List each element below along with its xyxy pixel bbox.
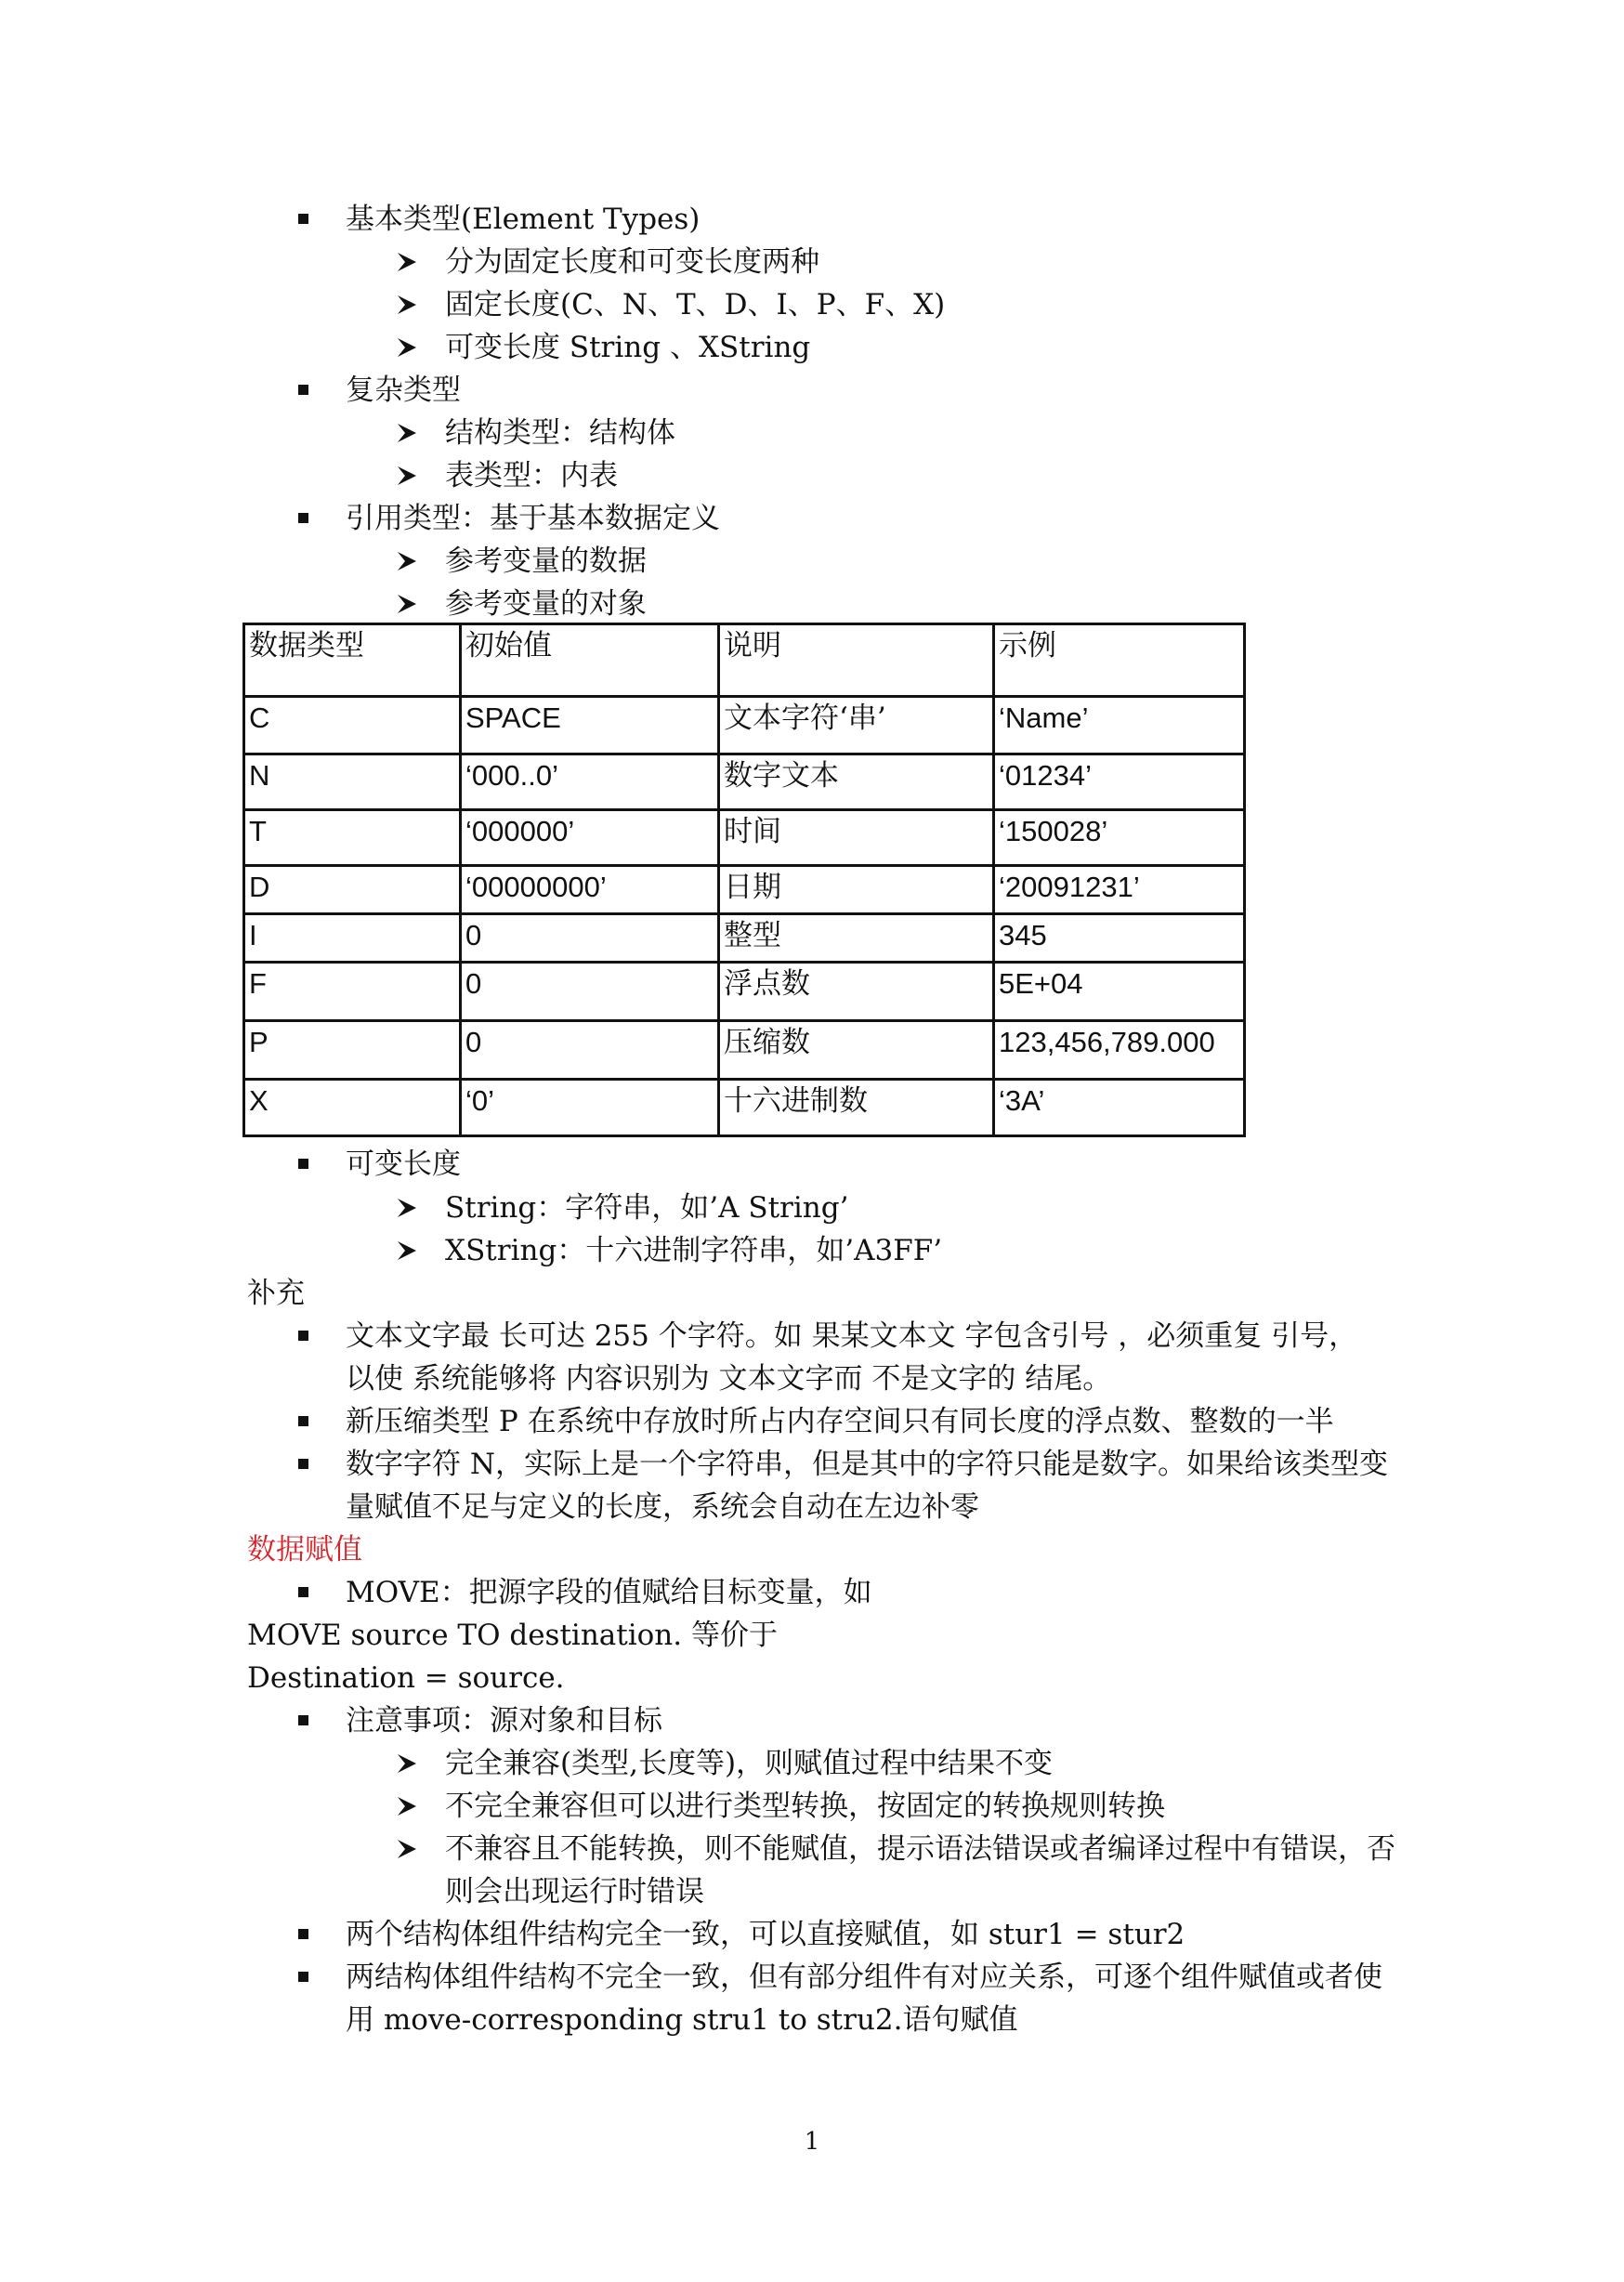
notes-title: 注意事项：源对象和目标 bbox=[346, 1704, 662, 1738]
table-cell: 0 bbox=[461, 963, 719, 1021]
supplement-text: 数字字符 N，实际上是一个字符串，但是其中的字符只能是数字。如果给该类型变 bbox=[346, 1448, 1388, 1481]
table-cell: ‘00000000’ bbox=[461, 866, 719, 914]
struct-text: 两个结构体组件结构完全一致，可以直接赋值，如 stur1 = stur2 bbox=[346, 1918, 1185, 1951]
bullet-arrow bbox=[398, 1754, 416, 1773]
table-cell: N bbox=[244, 754, 461, 810]
data-types-table bbox=[242, 623, 1246, 1137]
table-cell: 0 bbox=[461, 1021, 719, 1080]
table-cell: 5E+04 bbox=[994, 963, 1245, 1021]
table-header-cell: 说明 bbox=[719, 624, 994, 697]
note-item: 完全兼容(类型,长度等)，则赋值过程中结果不变 bbox=[445, 1747, 1054, 1780]
table-cell: 文本字符‘串’ bbox=[719, 697, 994, 754]
table-cell: C bbox=[244, 697, 461, 754]
bullet-arrow bbox=[398, 1199, 416, 1217]
variable-length-title: 可变长度 bbox=[346, 1148, 461, 1181]
table-cell: X bbox=[244, 1080, 461, 1136]
note-item: 则会出现运行时错误 bbox=[445, 1875, 704, 1908]
table-row bbox=[244, 1080, 1245, 1136]
struct-text: 两结构体组件结构不完全一致，但有部分组件有对应关系，可逐个组件赋值或者使 bbox=[346, 1961, 1382, 1994]
bullet-square bbox=[298, 1929, 308, 1939]
table-row bbox=[244, 1021, 1245, 1080]
bullet-arrow bbox=[398, 552, 416, 570]
bullet-arrow bbox=[398, 1840, 416, 1858]
table-cell: ‘150028’ bbox=[994, 810, 1245, 866]
table-cell: 0 bbox=[461, 914, 719, 963]
table-header-cell: 数据类型 bbox=[244, 624, 461, 697]
code-line: MOVE source TO destination. 等价于 bbox=[247, 1619, 778, 1652]
table-cell: ‘01234’ bbox=[994, 754, 1245, 810]
bullet-square bbox=[298, 1416, 308, 1426]
bullet-arrow bbox=[398, 1241, 416, 1260]
supplement-text: 以使 系统能够将 内容识别为 文本文字而 不是文字的 结尾。 bbox=[346, 1362, 1112, 1396]
complex-types-item: 表类型：内表 bbox=[445, 459, 618, 492]
supplement-heading: 补充 bbox=[247, 1277, 305, 1310]
table-cell: ‘20091231’ bbox=[994, 866, 1245, 914]
variable-length-item: XString：十六进制字符串，如’A3FF’ bbox=[445, 1234, 943, 1267]
reference-types-title: 引用类型：基于基本数据定义 bbox=[346, 502, 720, 535]
note-item: 不兼容且不能转换，则不能赋值，提示语法错误或者编译过程中有错误，否 bbox=[445, 1832, 1395, 1866]
element-types-title: 基本类型(Element Types) bbox=[346, 203, 701, 236]
bullet-square bbox=[298, 513, 308, 523]
bullet-arrow bbox=[398, 253, 416, 271]
table-header-cell: 初始值 bbox=[461, 624, 719, 697]
table-cell: T bbox=[244, 810, 461, 866]
variable-length-item: String：字符串，如’A String’ bbox=[445, 1191, 849, 1225]
element-types-item: 可变长度 String 、XString bbox=[445, 331, 811, 364]
bullet-arrow bbox=[398, 595, 416, 613]
table-cell: 压缩数 bbox=[719, 1021, 994, 1080]
table-row bbox=[244, 810, 1245, 866]
bullet-square bbox=[298, 1331, 308, 1341]
bullet-arrow bbox=[398, 295, 416, 314]
bullet-arrow bbox=[398, 338, 416, 357]
table-cell: 十六进制数 bbox=[719, 1080, 994, 1136]
table-cell: F bbox=[244, 963, 461, 1021]
bullet-arrow bbox=[398, 466, 416, 485]
bullet-square bbox=[298, 1972, 308, 1982]
element-types-item: 固定长度(C、N、T、D、I、P、F、X) bbox=[445, 288, 946, 321]
note-item: 不完全兼容但可以进行类型转换，按固定的转换规则转换 bbox=[445, 1790, 1165, 1823]
table-cell: D bbox=[244, 866, 461, 914]
table-row bbox=[244, 754, 1245, 810]
table-cell: ‘0’ bbox=[461, 1080, 719, 1136]
bullet-square bbox=[298, 1587, 308, 1597]
move-description: MOVE：把源字段的值赋给目标变量，如 bbox=[346, 1576, 872, 1609]
table-row bbox=[244, 697, 1245, 754]
supplement-text: 文本文字最 长可达 255 个字符。如 果某文本文 字包含引号 ，必须重复 引号， bbox=[346, 1319, 1358, 1353]
bullet-square bbox=[298, 1159, 308, 1169]
table-cell: ‘3A’ bbox=[994, 1080, 1245, 1136]
table-row bbox=[244, 914, 1245, 963]
table-cell: I bbox=[244, 914, 461, 963]
reference-types-item: 参考变量的数据 bbox=[445, 544, 647, 578]
reference-types-item: 参考变量的对象 bbox=[445, 587, 647, 621]
element-types-item: 分为固定长度和可变长度两种 bbox=[445, 245, 819, 279]
table-row bbox=[244, 866, 1245, 914]
table-cell: SPACE bbox=[461, 697, 719, 754]
bullet-arrow bbox=[398, 424, 416, 442]
table-cell: ‘Name’ bbox=[994, 697, 1245, 754]
supplement-text: 新压缩类型 P 在系统中存放时所占内存空间只有同长度的浮点数、整数的一半 bbox=[346, 1405, 1334, 1438]
page-number: 1 bbox=[804, 2128, 820, 2156]
table-cell: 日期 bbox=[719, 866, 994, 914]
table-cell: 数字文本 bbox=[719, 754, 994, 810]
bullet-square bbox=[298, 1715, 308, 1725]
complex-types-title: 复杂类型 bbox=[346, 374, 461, 407]
bullet-arrow bbox=[398, 1797, 416, 1816]
complex-types-item: 结构类型：结构体 bbox=[445, 416, 675, 450]
supplement-text: 量赋值不足与定义的长度，系统会自动在左边补零 bbox=[346, 1490, 979, 1524]
table-cell: 浮点数 bbox=[719, 963, 994, 1021]
table-cell: 整型 bbox=[719, 914, 994, 963]
table-cell: 时间 bbox=[719, 810, 994, 866]
table-row bbox=[244, 963, 1245, 1021]
table-cell: ‘000000’ bbox=[461, 810, 719, 866]
bullet-square bbox=[298, 385, 308, 395]
code-line: Destination = source. bbox=[247, 1661, 565, 1695]
table-cell: 123,456,789.000 bbox=[994, 1021, 1245, 1080]
table-header-cell: 示例 bbox=[994, 624, 1245, 697]
assignment-heading: 数据赋值 bbox=[247, 1533, 362, 1567]
table-cell: ‘000..0’ bbox=[461, 754, 719, 810]
bullet-square bbox=[298, 1459, 308, 1469]
table-header-row bbox=[244, 624, 1245, 697]
struct-text: 用 move-corresponding stru1 to stru2.语句赋值 bbox=[346, 2003, 1018, 2037]
bullet-square bbox=[298, 214, 308, 224]
table-cell: P bbox=[244, 1021, 461, 1080]
table-cell: 345 bbox=[994, 914, 1245, 963]
